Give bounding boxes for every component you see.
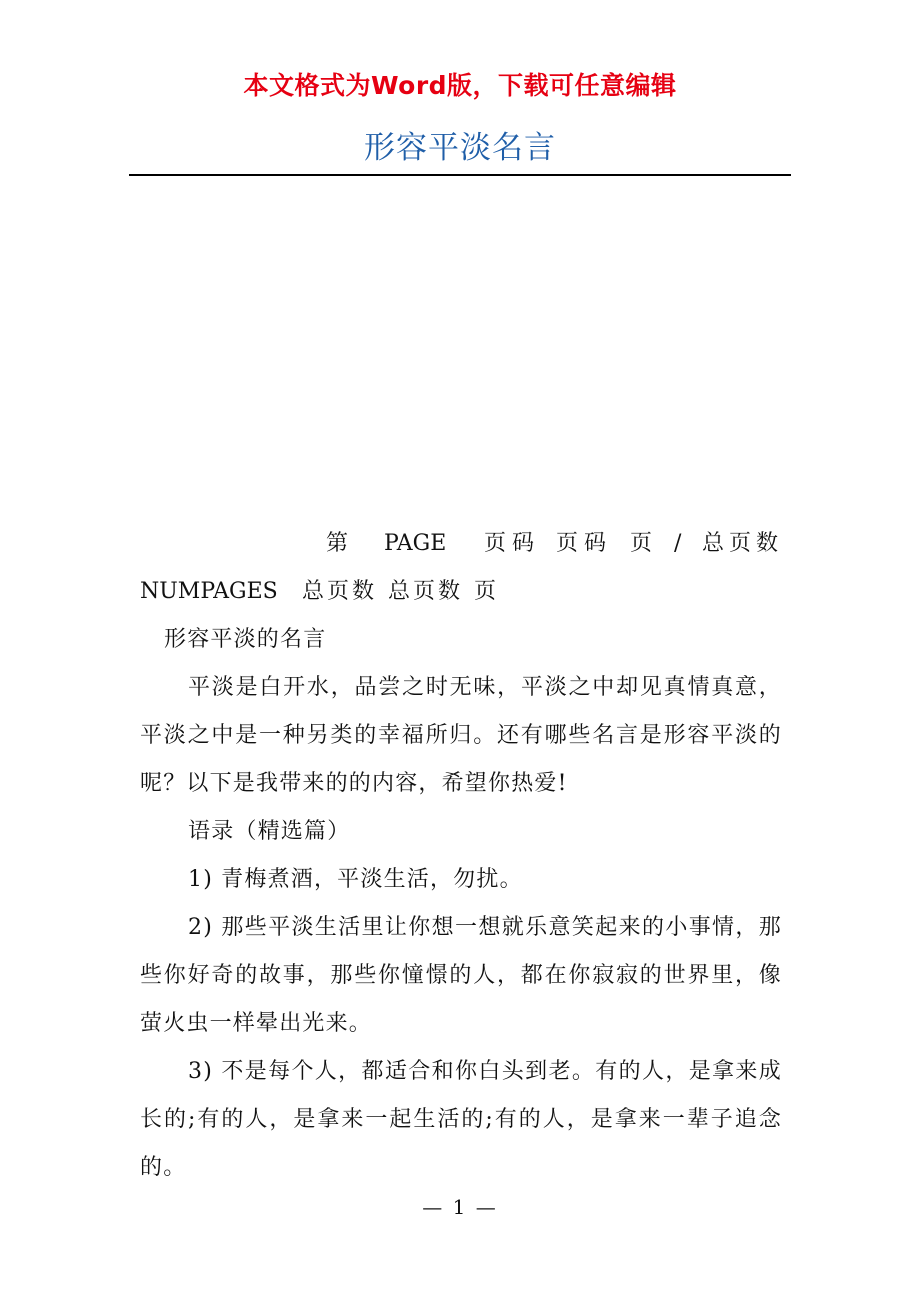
page-field-line-2 <box>140 568 782 616</box>
quote-item: 1) 青梅煮酒，平淡生活，勿扰。 <box>188 867 523 892</box>
content-subtitle: 形容平淡的名言 <box>164 627 327 652</box>
page-field-text: 页 <box>474 579 497 604</box>
quote-item: 3) 不是每个人，都适合和你白头到老。有的人，是拿来成长的;有的人，是拿来一起生活的;有的人，是拿来一辈子追念的。 <box>140 1059 782 1180</box>
header-divider <box>129 174 791 176</box>
download-notice: 本文格式为Word版，下载可任意编辑 <box>243 71 677 100</box>
page-field-text: 第 <box>326 531 349 556</box>
page-field-code: NUMPAGES <box>140 579 278 604</box>
document-body <box>140 520 782 1192</box>
page-number: — 1 — <box>422 1195 498 1219</box>
section-heading: 语录（精选篇） <box>188 819 351 844</box>
page-field-text: 页 <box>630 531 653 556</box>
intro-paragraph: 平淡是白开水，品尝之时无味，平淡之中却见真情真意，平淡之中是一种另类的幸福所归。还有哪些名言是形容平淡的呢？以下是我带来的的内容，希望你热爱! <box>140 675 782 796</box>
page-field-text: 总页数 <box>388 579 464 604</box>
page-field-line-1 <box>140 520 782 568</box>
page-field-text: 总页数 <box>702 531 784 556</box>
page-field-code: PAGE <box>384 531 447 556</box>
page-field-text: 总页数 <box>302 579 378 604</box>
page-field-separator: / <box>674 531 682 556</box>
page-field-text: 页码 <box>556 531 613 556</box>
page-field-text: 页码 <box>484 531 541 556</box>
quote-item: 2) 那些平淡生活里让你想一想就乐意笑起来的小事情，那些你好奇的故事，那些你憧憬的人，都在你寂寂的世界里，像萤火虫一样晕出光来。 <box>140 915 782 1036</box>
document-title: 形容平淡名言 <box>364 130 556 166</box>
